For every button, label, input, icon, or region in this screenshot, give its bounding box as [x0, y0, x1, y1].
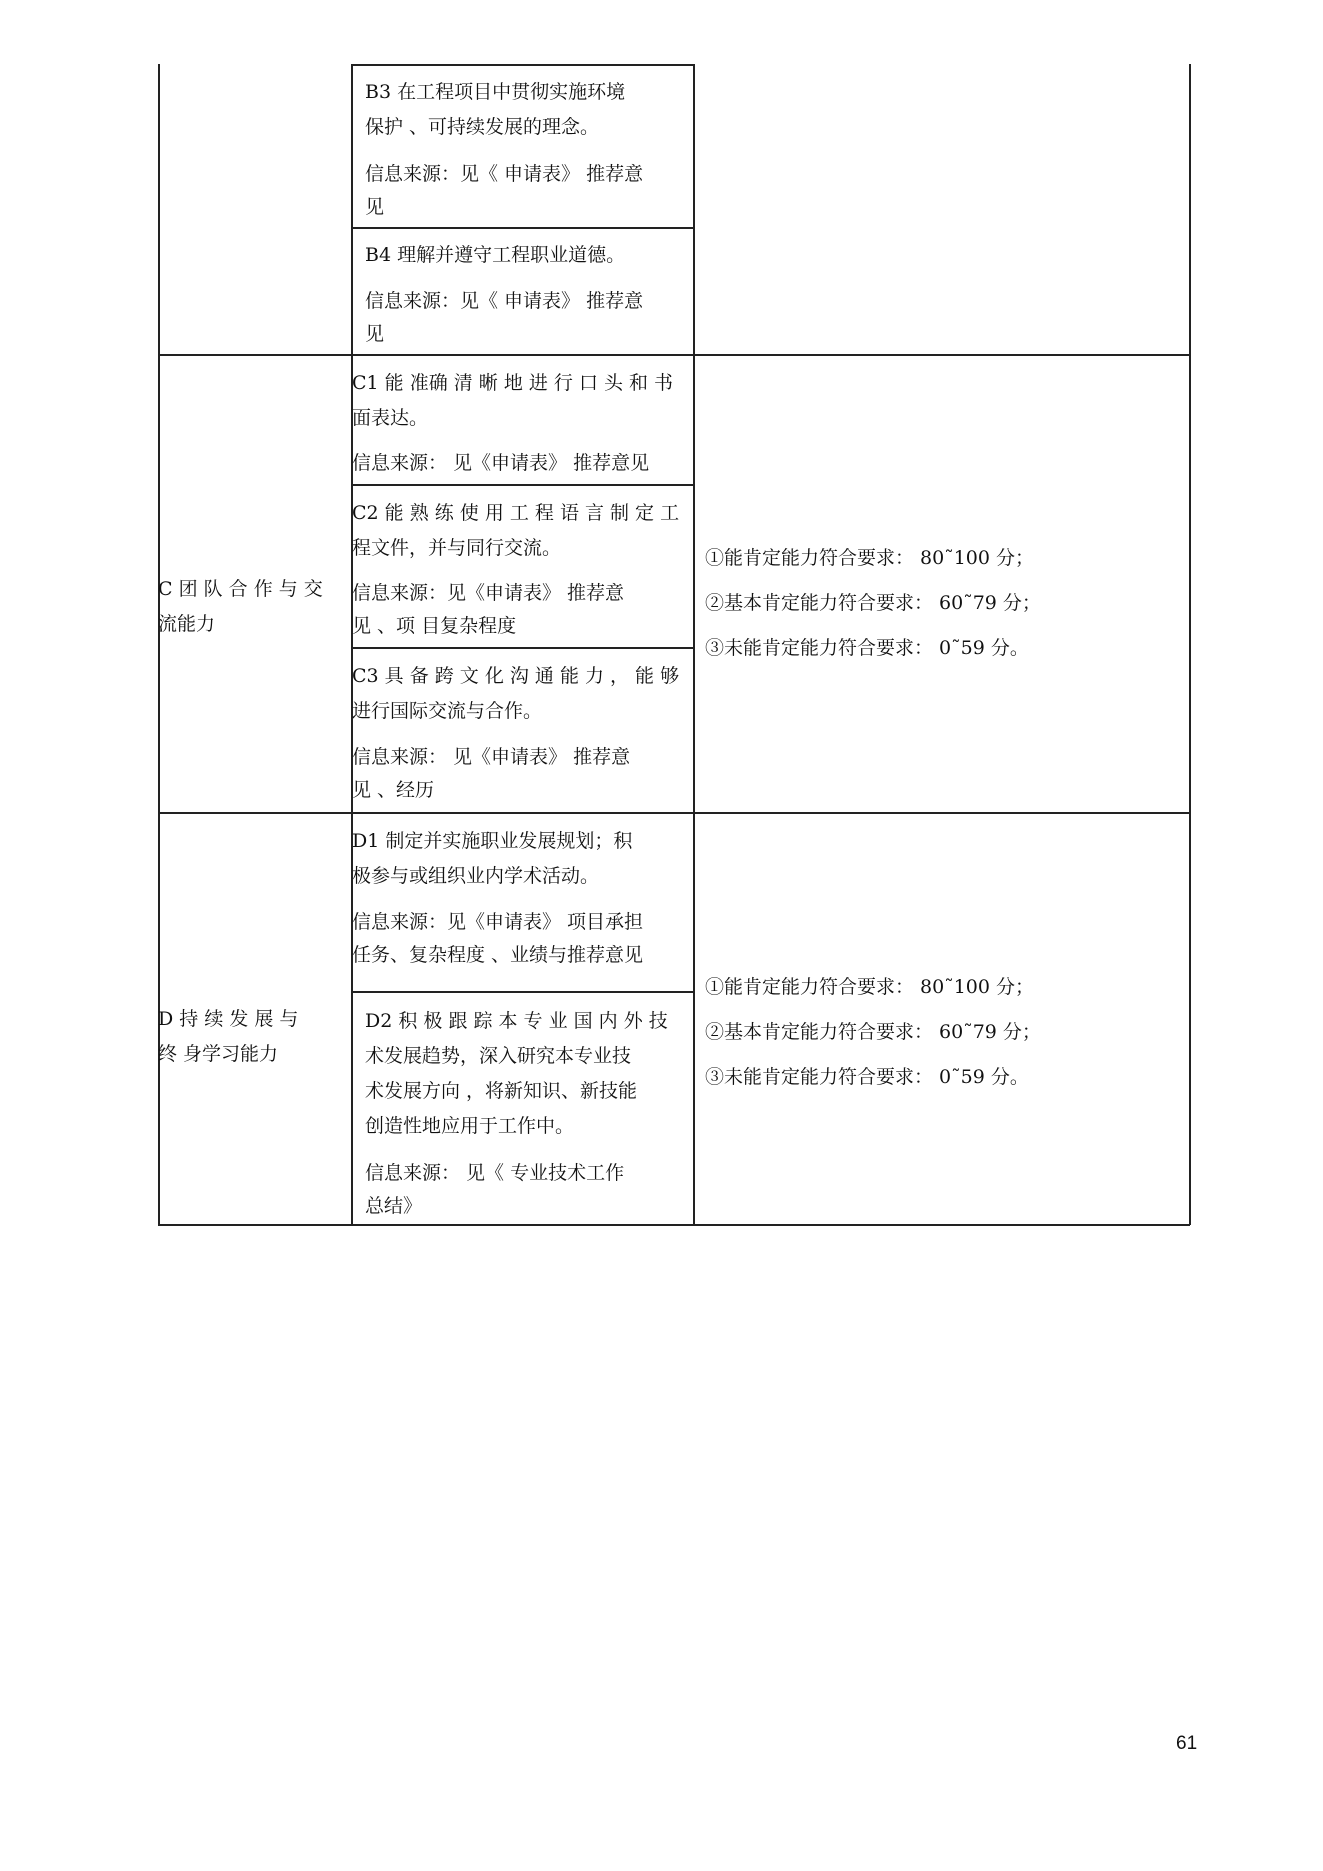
b4-item-line-1: B4 理解并遵守工程职业道德。	[365, 244, 626, 266]
d1-item-line-1: D1 制定并实施职业发展规划；积	[352, 830, 633, 852]
b3-source-line-1: 信息来源：见《 申请表》 推荐意	[365, 163, 644, 185]
d1-source-line-1: 信息来源：见《申请表》 项目承担	[352, 911, 644, 933]
column-divider-2	[693, 64, 695, 1225]
b4-source-line-1: 信息来源：见《 申请表》 推荐意	[365, 290, 644, 312]
row-divider-d-top	[158, 812, 1190, 814]
table-border-right	[1189, 64, 1191, 1225]
c-category-line-2: 流能力	[158, 613, 216, 635]
c1-item-line-2: 面表达。	[352, 407, 429, 429]
d2-item-line-1: D2 积 极 跟 踪 本 专 业 国 内 外 技	[365, 1010, 668, 1032]
b3-item-line-1: B3 在工程项目中贯彻实施环境	[365, 81, 626, 103]
page-number: 61	[1176, 1733, 1198, 1754]
c2-item-line-2: 程文件，并与同行交流。	[352, 537, 562, 559]
c2-item-line-1: C2 能 熟 练 使 用 工 程 语 言 制 定 工	[352, 502, 680, 524]
row-divider-c3-top	[351, 647, 693, 649]
c-criteria-line-1: ①能肯定能力符合要求： 80˜100 分；	[705, 547, 1035, 569]
d2-item-line-3: 术发展方向 ，将新知识、新技能	[365, 1080, 638, 1102]
row-divider-b3-top	[351, 64, 693, 66]
d2-source-line-1: 信息来源： 见《 专业技术工作	[365, 1162, 625, 1184]
d2-source-line-2: 总结》	[365, 1195, 423, 1217]
column-divider-1	[351, 64, 353, 1225]
c1-item-line-1: C1 能 准确 清 晰 地 进 行 口 头 和 书	[352, 372, 674, 394]
c2-source-line-1: 信息来源：见《申请表》 推荐意	[352, 582, 625, 604]
c-criteria-line-2: ②基本肯定能力符合要求： 60˜79 分；	[705, 592, 1041, 614]
row-divider-d2-top	[351, 991, 693, 993]
c3-item-line-2: 进行国际交流与合作。	[352, 700, 543, 722]
row-divider-c2-top	[351, 484, 693, 486]
c3-source-line-1: 信息来源： 见《申请表》 推荐意	[352, 746, 631, 768]
b3-source-line-2: 见	[365, 196, 385, 218]
row-divider-b4-top	[351, 227, 693, 229]
c2-source-line-2: 见 、项 目复杂程度	[352, 615, 517, 637]
c-category-line-1: C 团 队 合 作 与 交	[158, 578, 323, 600]
table-border-bottom	[158, 1224, 1190, 1226]
b3-item-line-2: 保护 、可持续发展的理念。	[365, 116, 600, 138]
assessment-table	[158, 64, 1190, 1225]
b4-source-line-2: 见	[365, 323, 385, 345]
c-criteria-line-3: ③未能肯定能力符合要求： 0˜59 分。	[705, 637, 1029, 659]
d-category-line-2: 终 身学习能力	[158, 1043, 279, 1065]
c3-source-line-2: 见 、经历	[352, 779, 435, 801]
d1-source-line-2: 任务、复杂程度 、业绩与推荐意见	[352, 944, 644, 966]
d-criteria-line-1: ①能肯定能力符合要求： 80˜100 分；	[705, 976, 1035, 998]
row-divider-c-top	[158, 354, 1190, 356]
c3-item-line-1: C3 具 备 跨 文 化 沟 通 能 力 ， 能 够	[352, 665, 680, 687]
c1-source-line-1: 信息来源： 见《申请表》 推荐意见	[352, 452, 650, 474]
d-criteria-line-2: ②基本肯定能力符合要求： 60˜79 分；	[705, 1021, 1041, 1043]
d-category-line-1: D 持 续 发 展 与	[158, 1008, 299, 1030]
d2-item-line-2: 术发展趋势，深入研究本专业技	[365, 1045, 632, 1067]
d2-item-line-4: 创造性地应用于工作中。	[365, 1115, 575, 1137]
d-criteria-line-3: ③未能肯定能力符合要求： 0˜59 分。	[705, 1066, 1029, 1088]
d1-item-line-2: 极参与或组织业内学术活动。	[352, 865, 600, 887]
